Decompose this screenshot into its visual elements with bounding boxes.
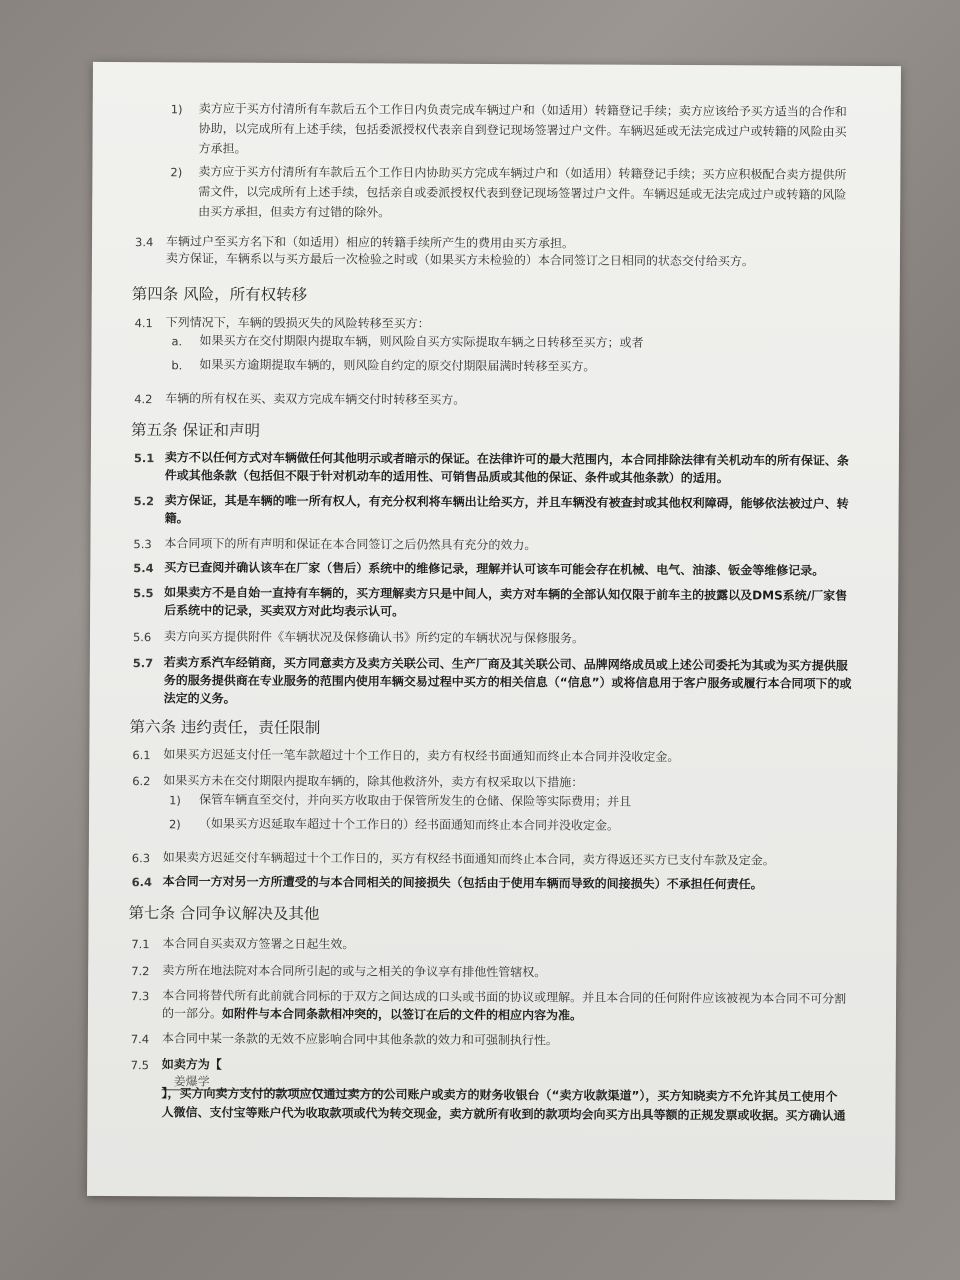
item-text: 需文件，以完成所有上述手续，包括亲自或委派授权代表到登记现场签署过户文件。车辆迟延或无法完成过户或转籍的风险 <box>198 184 847 202</box>
clause-text: 如果卖方不是自始一直持有车辆的，买方理解卖方只是中间人，卖方对车辆的全部认知仅限于前车主的披露以及DMS系统/厂家售 <box>164 585 848 603</box>
clause-number: 5.1 <box>133 451 155 466</box>
clause-text: 如卖方为【 <box>161 1057 222 1072</box>
clause-number: 7.3 <box>131 989 150 1004</box>
item-text: （如果买方迟延取车超过十个工作日的）经书面通知而终止本合同并没收定金。 <box>198 816 620 833</box>
clause-text: 车辆过户至买方名下和（如适用）相应的转籍手续所产生的费用由买方承担。 <box>165 234 575 251</box>
section-heading: 第四条 风险，所有权转移 <box>131 285 308 305</box>
clause-text: 的一部分。 <box>161 1006 223 1021</box>
item-text: 由买方承担，但卖方有过错的除外。 <box>198 204 391 220</box>
section-heading: 第七条 合同争议解决及其他 <box>128 904 320 924</box>
clause-text: 本合同自买卖双方签署之日起生效。 <box>162 936 355 952</box>
clause-text: 籍。 <box>164 511 189 526</box>
clause-number: 7.4 <box>130 1032 150 1047</box>
item-number: 2) <box>168 817 181 832</box>
clause-number: 7.1 <box>131 937 150 952</box>
clause-text: 人微信、支付宝等账户代为收取款项或代为转交现金，卖方就所有收到的款项均会向买方出具等额的正规发票或收据。买方确认通 <box>161 1105 846 1123</box>
clause-number: 4.1 <box>134 316 153 331</box>
clause-text: 如果买方迟延支付任一笔车款超过十个工作日的，卖方有权经书面通知而终止本合同并没收定金。 <box>163 747 680 764</box>
clause-text: 本合同将替代所有此前就合同标的于双方之间达成的口头或书面的协议或理解。并且本合同的任何附件应该被视为本合同不可分割 <box>162 988 847 1006</box>
item-text: 保管车辆直至交付，并向买方收取由于保管所发生的仓储、保险等实际费用；并且 <box>199 792 632 809</box>
clause-number: 7.2 <box>131 964 150 979</box>
clause-text: 卖方不以任何方式对车辆做任何其他明示或者暗示的保证。在法律许可的最大范围内，本合同排除法律有关机动车的所有保证、条 <box>164 450 849 468</box>
clause-text-bold: 如附件与本合同条款相冲突的，以签订在后的文件的相应内容为准。 <box>221 1006 583 1023</box>
clause-text: 卖方向买方提供附件《车辆状况及保修确认书》所约定的车辆状况与保修服务。 <box>163 629 585 646</box>
clause-number: 5.2 <box>133 494 155 509</box>
clause-number: 6.3 <box>131 851 151 866</box>
clause-text: 卖方保证，车辆系以与买方最后一次检验之时或（如果买方未检验的）本合同签订之日相同的状态交付给买方。 <box>165 251 754 269</box>
item-number: b. <box>171 358 183 373</box>
clause-text: 本合同中某一条款的无效不应影响合同中其他条款的效力和可强制执行性。 <box>161 1031 558 1048</box>
section-heading: 第五条 保证和声明 <box>130 421 261 440</box>
item-number: 2) <box>170 165 183 180</box>
item-number: 1) <box>169 793 181 808</box>
clause-number: 6.4 <box>131 875 153 890</box>
clause-number: 7.5 <box>130 1058 150 1073</box>
clause-text: 】，买方向卖方支付的款项应仅通过卖方的公司账户或卖方的财务收银台（“卖方收款渠道”），买方知晓卖方不允许其员工使用个 <box>161 1086 838 1104</box>
clause-number: 5.5 <box>133 586 154 601</box>
clause-text: 卖方所在地法院对本合同所引起的或与之相关的争议享有排他性管辖权。 <box>162 963 547 980</box>
clause-number: 5.7 <box>132 656 154 671</box>
item-text: 协助，以完成所有上述手续，包括委派授权代表亲自到登记现场签署过户文件。车辆迟延或无法完成过户或转籍的风险由买 <box>198 121 847 139</box>
clause-text: 件或其他条款（包括但不限于针对机动车的适用性、可销售品质或其他的保证、条件或其他条款）的适用。 <box>164 468 729 486</box>
item-text: 方承担。 <box>198 141 247 156</box>
clause-number: 5.3 <box>133 537 152 552</box>
item-text: 如果买方在交付期限内提取车辆，则风险自买方实际提取车辆之日转移至买方；或者 <box>199 333 644 350</box>
clause-number: 5.4 <box>133 561 154 576</box>
clause-text: 务的服务提供商在专业服务的范围内使用车辆交易过程中买方的相关信息（“信息”）或将信息用于客户服务或履行本合同项下的或 <box>163 673 852 691</box>
clause-text: 如果买方未在交付期限内提取车辆的，除其他救济外，卖方有权采取以下措施： <box>163 773 584 790</box>
clause-text: 买方已查阅并确认该车在厂家（售后）系统中的维修记录，理解并认可该车可能会存在机械、电气、油漆、钣金等维修记录。 <box>164 560 825 578</box>
section-heading: 第六条 违约责任，责任限制 <box>129 718 321 738</box>
item-number: 1) <box>170 102 183 117</box>
clause-number: 3.4 <box>134 235 154 250</box>
clause-text: 本合同项下的所有声明和保证在本合同签订之后仍然具有充分的效力。 <box>164 536 537 553</box>
item-text: 卖方应于买方付清所有车款后五个工作日内负责完成车辆过户和（如适用）转籍登记手续；卖方应该给予买方适当的合作和 <box>198 101 847 119</box>
clause-number: 4.2 <box>134 392 153 407</box>
clause-text: 下列情况下，车辆的毁损灭失的风险转移至买方： <box>165 315 430 331</box>
contract-page <box>87 62 901 1200</box>
clause-text: 若卖方系汽车经销商，买方同意卖方及卖方关联公司、生产厂商及其关联公司、品牌网络成员或上述公司委托为其或为买方提供服 <box>163 655 848 673</box>
clause-text: 法定的义务。 <box>163 691 236 706</box>
clause-text: 后系统中的记录，买卖双方对此均表示认可。 <box>164 603 405 619</box>
item-number: a. <box>171 334 183 349</box>
clause-number: 5.6 <box>132 630 152 645</box>
item-text: 卖方应于买方付清所有车款后五个工作日内协助买方完成车辆过户和（如适用）转籍登记手续；买方应积极配合卖方提供所 <box>198 164 847 182</box>
clause-number: 6.1 <box>132 748 151 763</box>
item-text: 如果买方逾期提取车辆的，则风险自约定的原交付期限届满时转移至买方。 <box>199 357 596 374</box>
clause-text: 车辆的所有权在买、卖双方完成车辆交付时转移至买方。 <box>165 391 466 407</box>
clause-number: 6.2 <box>132 774 151 789</box>
handwritten-seller-name: 姜爆学 <box>173 1074 210 1089</box>
clause-text: 本合同一方对另一方所遭受的与本合同相关的间接损失（包括由于使用车辆而导致的间接损失）不承担任何责任。 <box>162 874 763 892</box>
clause-text: 卖方保证，其是车辆的唯一所有权人，有充分权利将车辆出让给买方，并且车辆没有被查封或其他权利障碍，能够依法被过户、转 <box>164 493 849 511</box>
clause-text: 如果卖方迟延交付车辆超过十个工作日的，买方有权经书面通知而终止本合同，卖方得返还买方已支付车款及定金。 <box>162 850 775 868</box>
